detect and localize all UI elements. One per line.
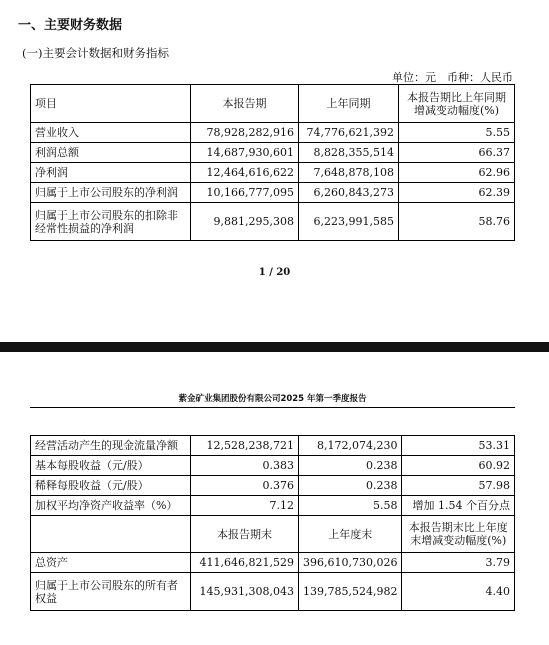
cell-change: 3.79 [402, 553, 515, 573]
cell-current: 9,881,295,308 [191, 203, 299, 241]
table-row [31, 496, 515, 516]
cell-change: 57.98 [402, 476, 515, 496]
cell-change: 增加 1.54 个百分点 [402, 496, 515, 516]
financial-data-table [30, 84, 515, 241]
subheader-period-end: 本报告期末 [191, 516, 299, 553]
row-label: 净利润 [31, 163, 191, 183]
header-prior-period: 上年同期 [299, 85, 399, 123]
row-label: 总资产 [31, 553, 191, 573]
unit-currency-line: 单位：元 币种：人民币 [392, 71, 513, 84]
header-item: 项目 [31, 85, 191, 123]
table-header-row [31, 85, 515, 123]
cell-current: 7.12 [191, 496, 299, 516]
table-row [31, 203, 515, 241]
cell-change: 53.31 [402, 436, 515, 456]
row-label: 经营活动产生的现金流量净额 [31, 436, 191, 456]
header-change: 本报告期比上年同期增减变动幅度(%) [399, 85, 515, 123]
row-label: 营业收入 [31, 123, 191, 143]
cell-current: 14,687,930,601 [191, 143, 299, 163]
cell-change: 4.40 [402, 573, 515, 611]
row-label: 归属于上市公司股东的净利润 [31, 183, 191, 203]
row-label: 基本每股收益（元/股） [31, 456, 191, 476]
document-header: 紫金矿业集团股份有限公司2025 年第一季度报告 [30, 392, 515, 408]
subheader-prior-year-end: 上年度末 [299, 516, 402, 553]
cell-current: 12,528,238,721 [191, 436, 299, 456]
table-row [31, 553, 515, 573]
cell-change: 62.96 [399, 163, 515, 183]
table-subheader-row [31, 516, 515, 553]
page-separator [0, 342, 549, 352]
sub-title: (一)主要会计数据和财务指标 [22, 46, 169, 60]
subheader-change: 本报告期末比上年度末增减变动幅度(%) [402, 516, 515, 553]
financial-data-table-continued [30, 435, 515, 611]
cell-current: 145,931,308,043 [191, 573, 299, 611]
row-label: 利润总额 [31, 143, 191, 163]
cell-prior: 6,260,843,273 [299, 183, 399, 203]
table-row [31, 183, 515, 203]
cell-prior: 5.58 [299, 496, 402, 516]
cell-prior: 396,610,730,026 [299, 553, 402, 573]
row-label: 稀释每股收益（元/股） [31, 476, 191, 496]
report-page-2 [0, 352, 549, 645]
table-row [31, 123, 515, 143]
cell-prior: 8,828,355,514 [299, 143, 399, 163]
cell-current: 0.383 [191, 456, 299, 476]
table-row [31, 456, 515, 476]
cell-change: 60.92 [402, 456, 515, 476]
page-number: 1 / 20 [258, 267, 291, 278]
table-row [31, 476, 515, 496]
table-row [31, 143, 515, 163]
table-row [31, 436, 515, 456]
cell-prior: 0.238 [299, 456, 402, 476]
row-label: 归属于上市公司股东的扣除非经常性损益的净利润 [31, 203, 191, 241]
section-title: 一、主要财务数据 [18, 18, 123, 33]
cell-prior: 6,223,991,585 [299, 203, 399, 241]
header-current-period: 本报告期 [191, 85, 299, 123]
table-row [31, 163, 515, 183]
cell-current: 411,646,821,529 [191, 553, 299, 573]
cell-current: 10,166,777,095 [191, 183, 299, 203]
cell-change: 66.37 [399, 143, 515, 163]
cell-prior: 0.238 [299, 476, 402, 496]
cell-current: 12,464,616,622 [191, 163, 299, 183]
cell-change: 62.39 [399, 183, 515, 203]
cell-prior: 8,172,074,230 [299, 436, 402, 456]
cell-prior: 74,776,621,392 [299, 123, 399, 143]
cell-current: 78,928,282,916 [191, 123, 299, 143]
cell-current: 0.376 [191, 476, 299, 496]
subheader-item [31, 516, 191, 553]
cell-change: 5.55 [399, 123, 515, 143]
table-row [31, 573, 515, 611]
cell-prior: 7,648,878,108 [299, 163, 399, 183]
cell-prior: 139,785,524,982 [299, 573, 402, 611]
row-label: 加权平均净资产收益率（%） [31, 496, 191, 516]
row-label: 归属于上市公司股东的所有者权益 [31, 573, 191, 611]
cell-change: 58.76 [399, 203, 515, 241]
